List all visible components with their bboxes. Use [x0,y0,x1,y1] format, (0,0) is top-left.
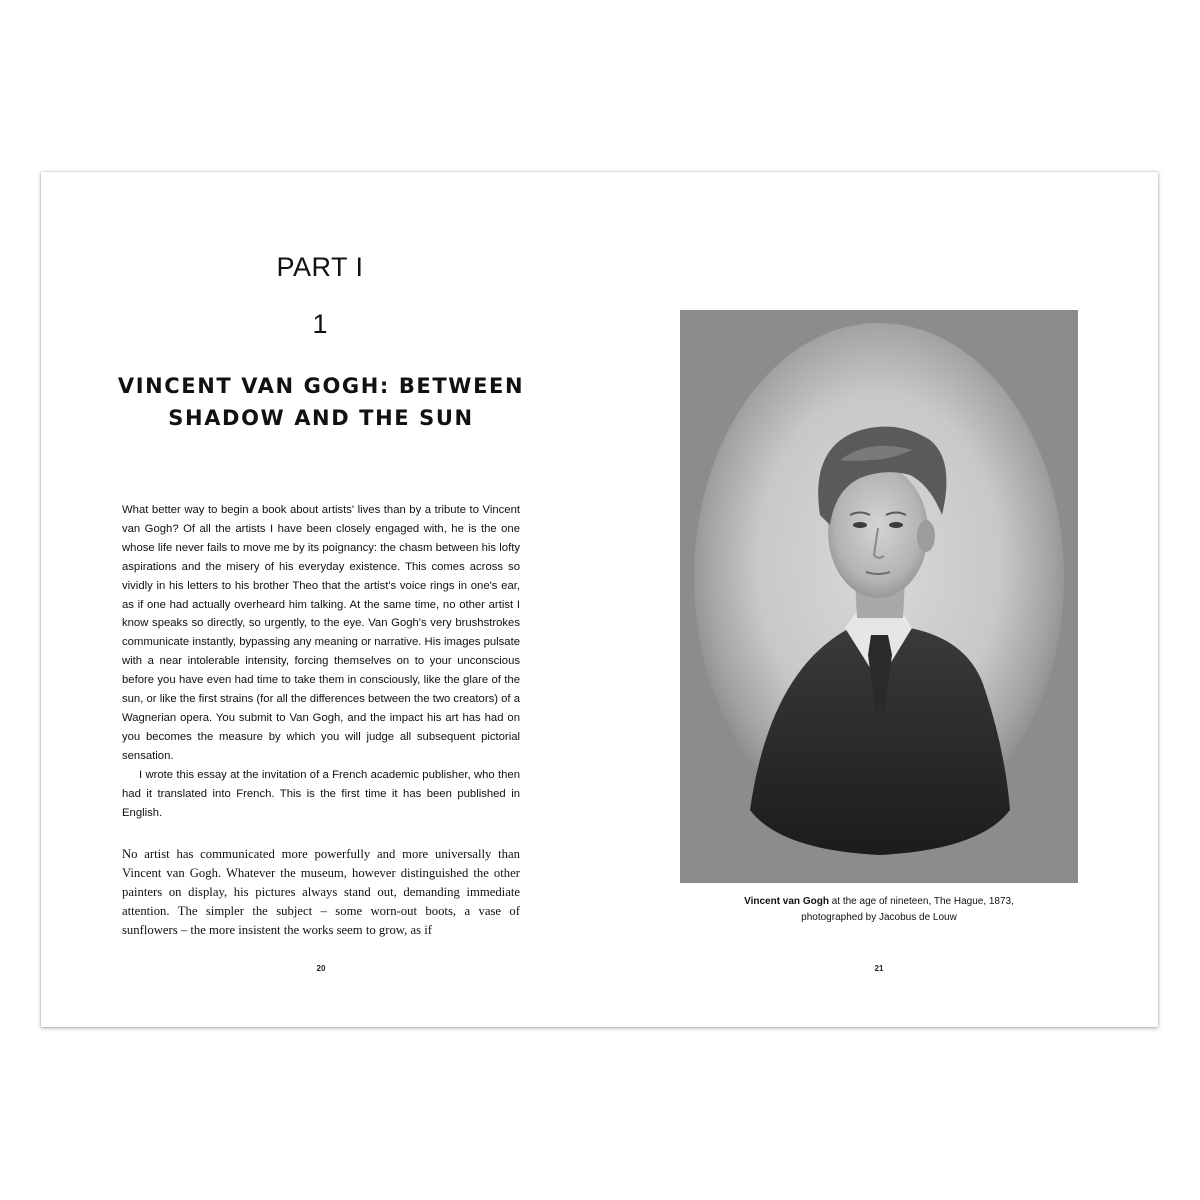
left-page [41,172,599,1027]
chapter-title [101,370,541,434]
left-eye [853,522,867,528]
caption-name: Vincent van Gogh [744,896,829,907]
essay-paragraph-1: No artist has communicated more powerfully and more universally than Vincent van Gogh. Whatever the museum, however distinguished the other painters on display, his pictures always stand out, demanding immediate attention. The simpler the subject – some worn-out boots, a vase of sunflowers – the more insistent the works seem to grow, as if [122,847,520,937]
page-number-right: 21 [874,964,884,973]
intro-paragraph-1: What better way to begin a book about artists' lives than by a tribute to Vincent van Gogh? Of all the artists I have been closely engaged with, he is the one whose life never fails to move me by its poignancy: the chasm between his lofty aspirations and the misery of his everyday existence. This comes across so vividly in his letters to his brother Theo that the artist's voice rings in one's ear, as if one had actually overheard him talking. At the same time, no other artist I know speaks so directly, so urgently, to the eye. Van Gogh's very brushstrokes communicate instantly, bypassing any meaning or narrative. His images pulsate with a near intolerable intensity, forcing themselves on to your unconscious before you have even had time to take them in consciously, like the glare of the sun, or like the first strains (for all the differences between the two creators) of a Wagnerian opera. You submit to Van Gogh, and the impact his art has had on you becomes the measure by which you will judge all subsequent pictorial sensation. [122,504,520,762]
chapter-title-line-1: VINCENT VAN GOGH: BETWEEN [117,374,525,398]
photo-caption [680,894,1078,926]
portrait-illustration [680,310,1078,883]
intro-paragraph-2: I wrote this essay at the invitation of a French academic publisher, who then had it translated into French. This is the first time it has been published in English. [122,768,520,819]
caption-line-2: photographed by Jacobus de Louw [801,912,957,923]
chapter-title-line-2: SHADOW AND THE SUN [168,406,474,430]
page-number-left: 20 [316,964,326,973]
portrait-photograph [680,310,1078,883]
chapter-number: 1 [312,309,328,339]
right-eye [889,522,903,528]
ear [917,520,935,552]
part-label: PART I [276,252,364,282]
essay-text [122,845,520,940]
caption-details: at the age of nineteen, The Hague, 1873, [828,896,1014,907]
introduction-text [122,501,520,822]
caption-line-1 [680,894,1078,910]
book-spread [41,172,1158,1027]
